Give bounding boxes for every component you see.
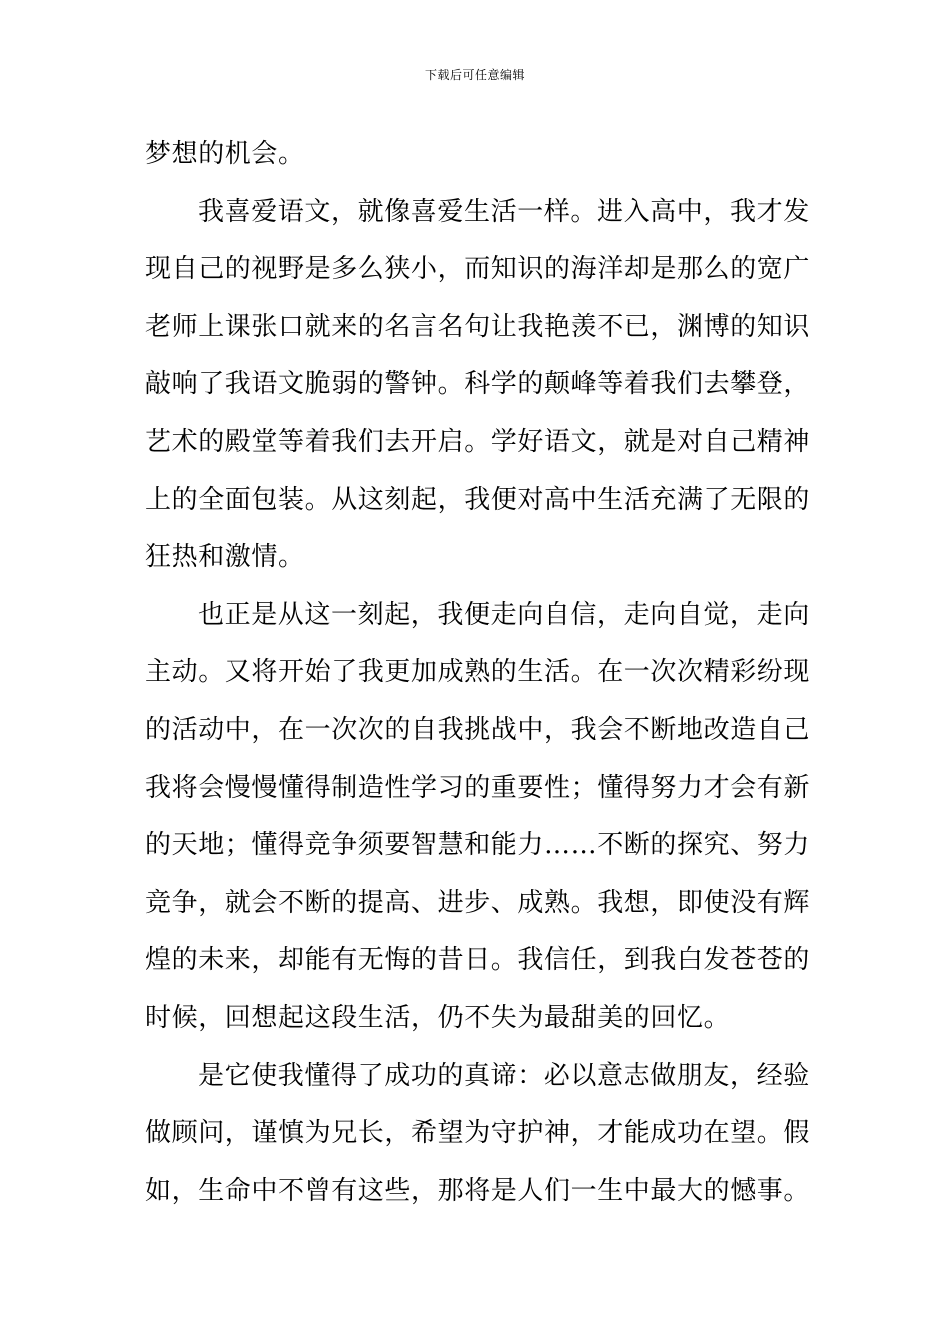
page-header: 下载后可任意编辑 (424, 68, 525, 82)
text-line: 我将会慢慢懂得制造性学习的重要性；懂得努力才会有新 (145, 772, 811, 803)
text-line: 上的全面包装。从这刻起，我便对高中生活充满了无限的 (145, 484, 811, 515)
paragraph-first-line: 是它使我懂得了成功的真谛：必以意志做朋友，经验 (198, 1060, 810, 1091)
text-line: 的天地；懂得竞争须要智慧和能力……不断的探究、努力 (145, 830, 811, 861)
text-line: 竞争，就会不断的提高、进步、成熟。我想，即使没有辉 (145, 887, 811, 918)
text-line: 如，生命中不曾有这些，那将是人们一生中最大的憾事。 (145, 1175, 811, 1206)
text-line: 煌的未来，却能有无悔的昔日。我信任，到我白发苍苍的 (145, 945, 811, 976)
paragraph-first-line: 也正是从这一刻起，我便走向自信，走向自觉，走向 (198, 599, 810, 630)
paragraph-first-line: 我喜爱语文，就像喜爱生活一样。进入高中，我才发 (198, 196, 810, 227)
text-line: 梦想的机会。 (145, 139, 305, 169)
text-line: 的活动中，在一次次的自我挑战中，我会不断地改造自己 (145, 714, 811, 745)
text-line: 老师上课张口就来的名言名句让我艳羡不已，渊博的知识 (145, 311, 811, 342)
text-line: 狂热和激情。 (145, 542, 305, 573)
text-line: 主动。又将开始了我更加成熟的生活。在一次次精彩纷现 (145, 657, 811, 688)
text-line: 现自己的视野是多么狭小，而知识的海洋却是那么的宽广 (145, 254, 811, 285)
text-line: 艺术的殿堂等着我们去开启。学好语文，就是对自己精神 (145, 426, 811, 457)
document-body (145, 126, 811, 1220)
text-line: 做顾问，谨慎为兄长，希望为守护神，才能成功在望。假 (145, 1118, 811, 1149)
text-line: 时候，回想起这段生活，仍不失为最甜美的回忆。 (145, 1002, 731, 1033)
text-line: 敲响了我语文脆弱的警钟。科学的颠峰等着我们去攀登， (145, 369, 811, 400)
